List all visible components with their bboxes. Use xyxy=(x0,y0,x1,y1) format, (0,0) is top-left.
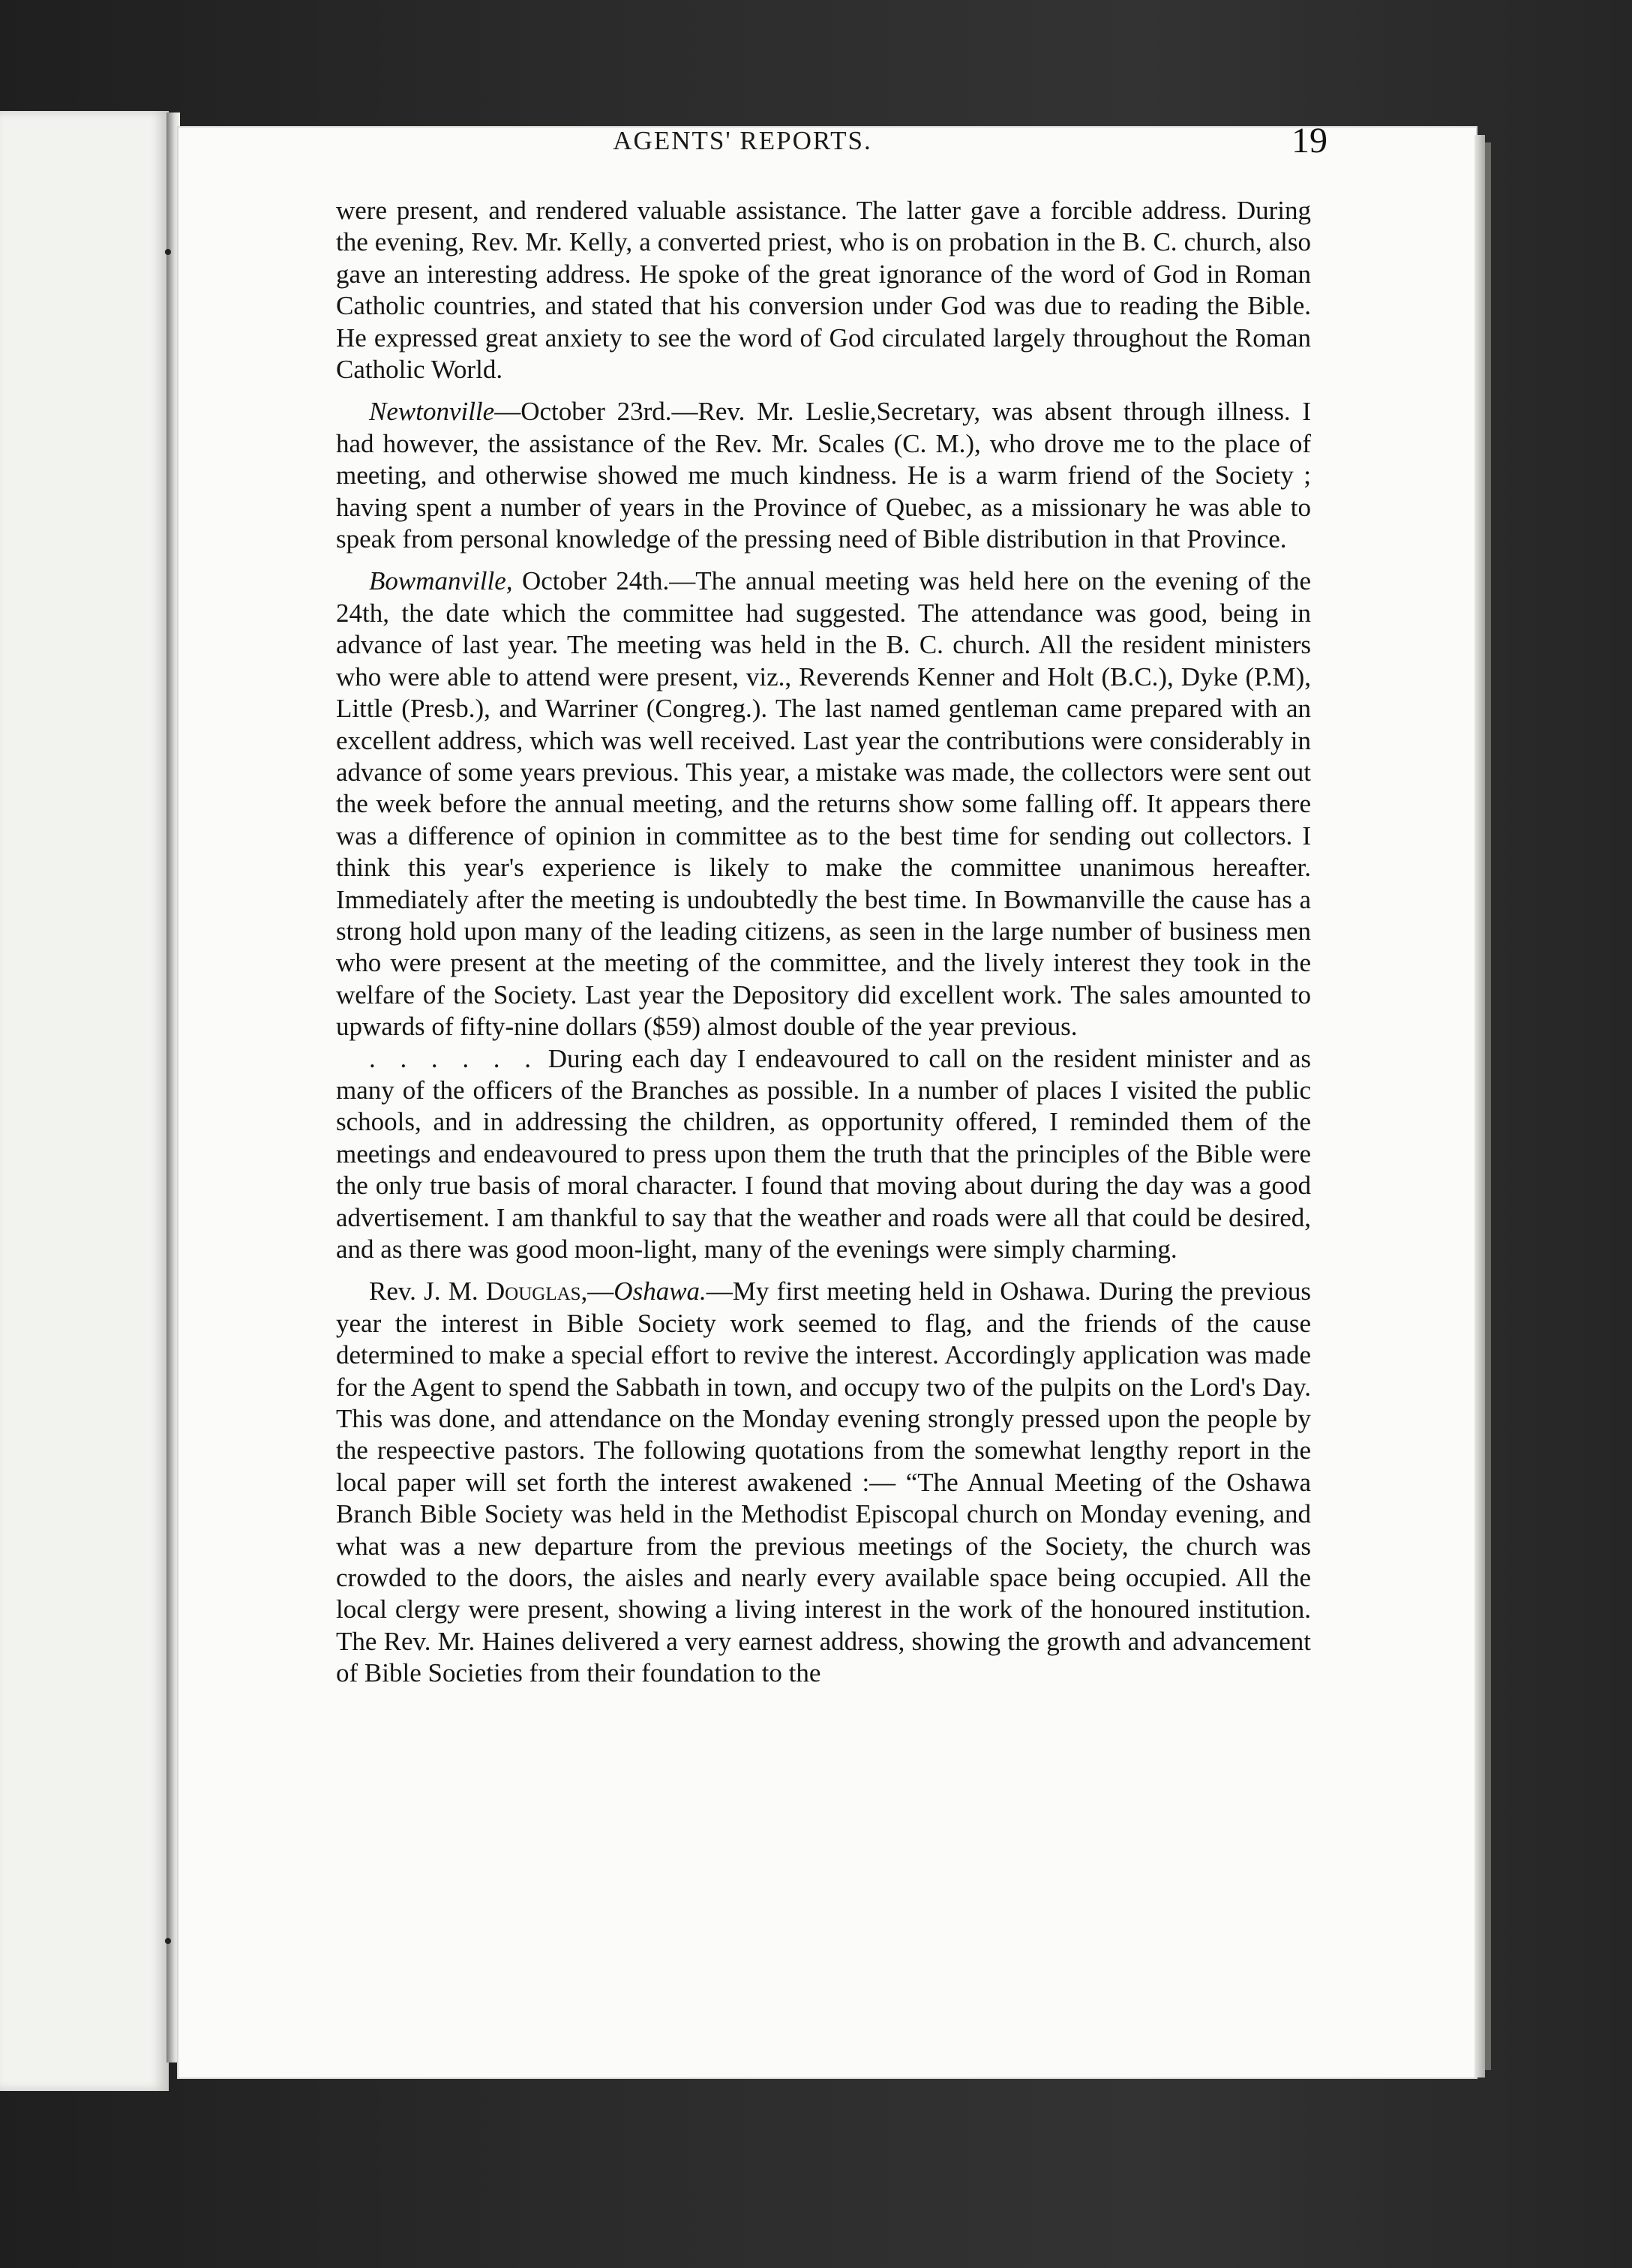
author-name: Douglas xyxy=(485,1276,581,1306)
place-name: Bowmanville, xyxy=(369,566,513,596)
author-prefix: Rev. J. M. xyxy=(369,1276,486,1306)
paragraph xyxy=(336,566,1311,1042)
page-fore-edge xyxy=(1474,135,1485,2078)
page-number: 19 xyxy=(1292,121,1328,160)
margin-mark: • xyxy=(164,1928,172,1955)
paragraph xyxy=(336,1043,1311,1266)
paragraph-text: October 24th.—The annual meeting was held here on the evening of the 24th, the date which the committee had suggested. The attendance was good, being in advance of last year. The meeting was held in the B. C. church. All the resident ministers who were able to attend were present, viz., Reverends Kenner and Holt (B.C.), Dyke (P.M), Little (Presb.), and Warriner (Congreg.). The last named gentleman came prepared with an excellent address, which was well received. Last year the contributions were considerably in advance of some years previous. This year, a mistake was made, the collectors were sent out the week before the annual meeting, and the returns show some falling off. It appears there was a difference of opinion in committee as to the best time for sending out collectors. I think this year's experience is likely to make the committee unanimous hereafter. Immediately after the meeting is undoubtedly the best time. In Bowmanville the cause has a strong hold upon many of the leading citizens, as seen in the large number of business men who were present at the meeting of the committee, and the lively interest they took in the welfare of the Society. Last year the Depository did excellent work. The sales amounted to upwards of fifty-nine dollars ($59) almost double of the year previous. xyxy=(336,566,1311,1042)
paragraph xyxy=(336,396,1311,555)
ellipsis: . . . . . . xyxy=(369,1043,538,1073)
running-head: AGENTS' REPORTS. xyxy=(613,126,872,155)
paragraph-text: —October 23rd.—Rev. Mr. Leslie,Secretary, was absent through illness. I had however, the assistance of the Rev. Mr. Scales (C. M.), who drove me to the place of meeting, and otherwise showed me much kindness. He is a warm friend of the Society ; having spent a number of years in the Province of Quebec, as a missionary he was able to speak from personal knowledge of the pressing need of Bible distribution in that Province. xyxy=(336,397,1311,554)
paragraph-text: were present, and rendered valuable assistance. The latter gave a forcible address. During the evening, Rev. Mr. Kelly, a converted priest, who is on probation in the B. C. church, also gave an interesting address. He spoke of the great ignorance of the word of God in Roman Catholic countries, and stated that his conversion under God was due to reading the Bible. He expressed great anxiety to see the word of God circulated largely throughout the Roman Catholic World. xyxy=(336,196,1311,385)
separator: ,— xyxy=(580,1276,614,1306)
paragraph xyxy=(336,195,1311,386)
facing-page-edge xyxy=(0,111,169,2091)
place-name: Oshawa. xyxy=(614,1276,706,1306)
place-name: Newtonville xyxy=(369,397,495,427)
paragraph-text: During each day I endeavoured to call on the resident minister and as many of the officers of the Branches as possible. In a number of places I visited the public schools, and in addressing the children, as opportunity offered, I reminded them of the meetings and endeavoured to press upon them the truth that the principles of the Bible were the only true basis of moral character. I found that moving about during the day was a good advertisement. I am thankful to say that the weather and roads were all that could be desired, and as there was good moon-light, many of the evenings were simply charming. xyxy=(336,1043,1312,1264)
page-body xyxy=(336,195,1311,1690)
paragraph xyxy=(336,1276,1311,1689)
paragraph-text: —My first meeting held in Oshawa. During the previous year the interest in Bible Society work seemed to flag, and the friends of the cause determined to make a special effort to revive the interest. Accordingly application was made for the Agent to spend the Sabbath in town, and occupy two of the pulpits on the Lord's Day. This was done, and attendance on the Monday evening strongly pressed upon the people by the respeective pastors. The following quotations from the somewhat lengthy report in the local paper will set forth the interest awakened :— “The Annual Meeting of the Oshawa Branch Bible Society was held in the Methodist Episcopal church on Monday evening, and what was a new departure from the previous meetings of the Society, the church was crowded to the doors, the aisles and nearly every available space being occupied. All the local clergy were present, showing a living interest in the work of the honoured institution. The Rev. Mr. Haines delivered a very earnest address, showing the growth and advancement of Bible Societies from their foundation to the xyxy=(336,1276,1311,1688)
page-fore-edge-shadow xyxy=(1485,142,1491,2070)
margin-mark: • xyxy=(164,238,172,266)
